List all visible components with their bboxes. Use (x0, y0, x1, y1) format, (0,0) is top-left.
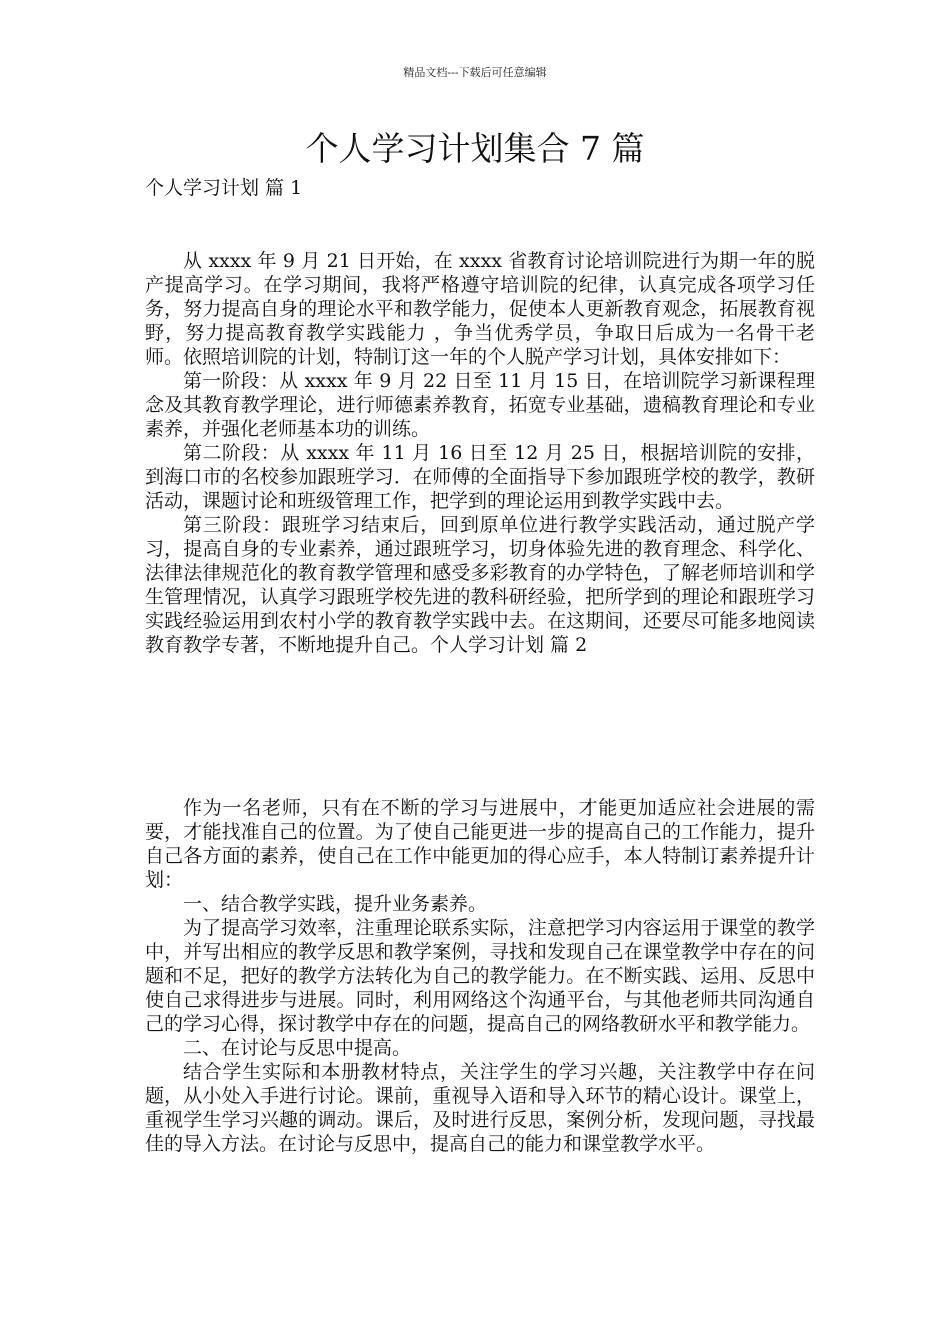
paragraph: 一、结合教学实践，提升业务素养。 (183, 893, 488, 915)
paragraph: 结合学生实际和本册教材特点，关注学生的学习兴趣，关注教学中存在问题，从小处入手进行讨论。课前，重视导入语和导入环节的精心设计。课堂上，重视学生学习兴趣的调动。课后，及时进行反思，案例分析，发现问题，寻找最佳的导入方法。在讨论与反思中，提高自己的能力和课堂教学水平。 (145, 1061, 815, 1155)
header-note: 精品文档---下载后可任意编辑 (403, 66, 547, 79)
paragraph: 为了提高学习效率，注重理论联系实际，注意把学习内容运用于课堂的教学中，并写出相应的教学反思和教学案例，寻找和发现自己在课堂教学中存在的问题和不足，把好的教学方法转化为自己的教学能力。在不断实践、运用、反思中使自己求得进步与进展。同时，利用网络这个沟通平台，与其他老师共同沟通自己的学习心得，探讨教学中存在的问题，提高自己的网络教研水平和教学能力。 (145, 917, 815, 1035)
paragraph: 从 xxxx 年 9 月 21 日开始，在 xxxx 省教育讨论培训院进行为期一年的脱产提高学习。在学习期间，我将严格遵守培训院的纪律，认真完成各项学习任务，努力提高自身的理论水平和教学能力，促使本人更新教育观念，拓展教育视野，努力提高教育教学实践能力 ，争当优秀学员，争取日后成为一名骨干老师。依照培训院的计划，特制订这一年的个人脱产学习计划，具体安排如下： (145, 250, 815, 368)
document-title: 个人学习计划集合 7 篇 (305, 129, 645, 168)
section-2-body (145, 796, 815, 1156)
section-1-body (145, 249, 815, 657)
paragraph: 第二阶段：从 xxxx 年 11 月 16 日至 12 月 25 日，根据培训院的安排，到海口市的名校参加跟班学习．在师傅的全面指导下参加跟班学校的教学，教研活动，课题讨论和班级管理工作，把学到的理论运用到教学实践中去。 (145, 442, 815, 512)
paragraph: 第三阶段：跟班学习结束后，回到原单位进行教学实践活动，通过脱产学习，提高自身的专业素养，通过跟班学习，切身体验先进的教育理念、科学化、法律法律规范化的教育教学管理和感受多彩教育的办学特色，了解老师培训和学生管理情况，认真学习跟班学校先进的教科研经验，把所学到的理论和跟班学习实践经验运用到农村小学的教育教学实践中去。在这期间，还要尽可能多地阅读教育教学专著，不断地提升自己。个人学习计划 篇 2 (145, 514, 815, 656)
paragraph: 二、在讨论与反思中提高。 (183, 1037, 412, 1059)
paragraph: 第一阶段：从 xxxx 年 9 月 22 日至 11 月 15 日，在培训院学习新课程理念及其教育教学理论，进行师德素养教育，拓宽专业基础，遗稿教育理论和专业素养，并强化老师基本功的训练。 (145, 370, 815, 440)
paragraph: 作为一名老师，只有在不断的学习与进展中，才能更加适应社会进展的需要，才能找准自己的位置。为了使自己能更进一步的提高自己的工作能力，提升自己各方面的素养，使自己在工作中能更加的得心应手，本人特制订素养提升计划： (145, 797, 815, 891)
section-heading: 个人学习计划 篇 1 (145, 177, 303, 199)
